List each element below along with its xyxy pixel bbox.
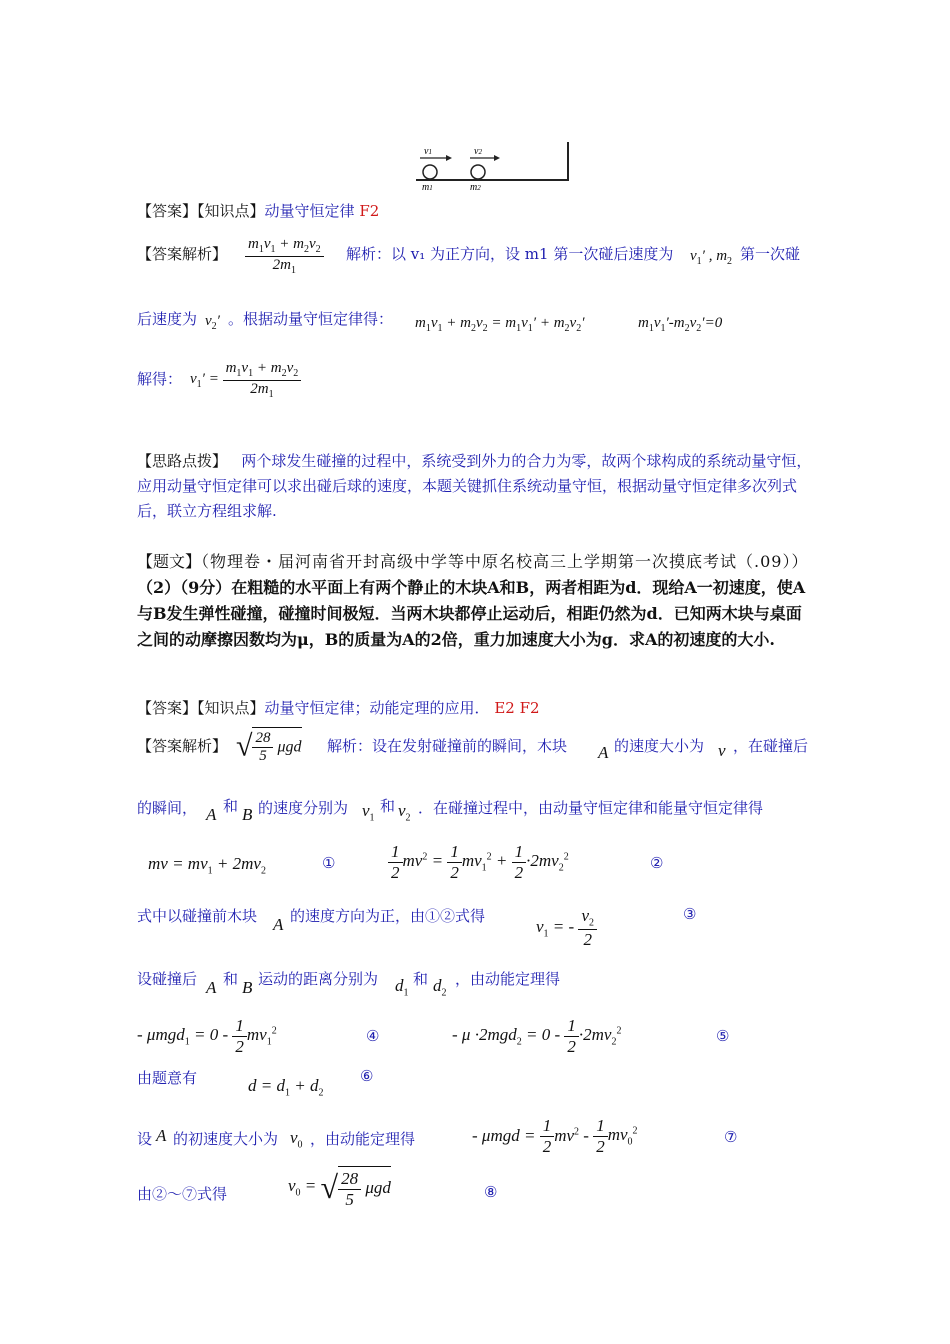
q2-symbol-A-2: A — [206, 805, 217, 824]
q2-eq4: - μmgd$_1$ = 0 - $\frac{1}{2}$ $mv_1^2$ — [137, 1016, 277, 1056]
q2-symbol-d1: $d_1$ — [395, 976, 409, 999]
q1-v2-prime: $v_2'$ — [205, 313, 220, 332]
q2-l5-d: 和 — [413, 970, 429, 988]
q2-mark1: ① — [322, 854, 336, 872]
ball-m1 — [423, 165, 437, 179]
q2-l8-c: ，由动能定理得 — [310, 1130, 416, 1148]
q1-line2-text2: 。根据动量守恒定律得： — [228, 310, 394, 328]
q2-symbol-A-5: A — [206, 978, 217, 997]
q1-analysis-text2: 第一次碰 — [740, 245, 801, 263]
q2-symbol-A-8: A — [156, 1126, 167, 1145]
q2-symbol-d2: $d_2$ — [433, 976, 447, 999]
label-m2: m2 — [470, 182, 481, 192]
q2-l5-e: ，由动能定理得 — [455, 970, 561, 988]
ball-m2 — [471, 165, 485, 179]
q2-eq5: - μ ·2mgd$_2$ = 0 - $\frac{1}{2}$ $\cdot 2mv_2^2$ — [452, 1016, 622, 1056]
q1-momentum-eq: $m_1v_1 + m_2v_2 = m_1v_1' + m_2v_2'$ — [415, 315, 585, 334]
q2-analysis-tag: 【答案解析】 — [137, 737, 228, 755]
q2-l4-a: 式中以碰撞前木块 — [137, 907, 258, 925]
q2-symbol-B-5: B — [242, 978, 253, 997]
q2-eq1: mv = $mv_1 + 2mv_2$ — [148, 854, 266, 877]
q2-title-tag: 【题文】 — [137, 552, 202, 571]
q2-l8-a: 设 — [137, 1130, 153, 1148]
q2-l8-b: 的初速度大小为 — [173, 1130, 279, 1148]
q2-l5-a: 设碰撞后 — [137, 970, 198, 988]
label-m1: m1 — [422, 182, 433, 192]
q2-problem-text: （2）（9分）在粗糙的水平面上有两个静止的木块A和B，两者相距为d．现给A一初速度，使A与B发生弹性碰撞，碰撞时间极短．当两木块都停止运动后，相距仍然为d．已知两木块与桌面之间的动摩擦因数均为μ，B的质量为A的2倍，重力加速度大小为g．求A的初速度的大小. — [137, 578, 806, 649]
q1-line2-text1: 后速度为 — [137, 310, 198, 328]
collision-figure — [410, 140, 580, 192]
hint-text: 两个球发生碰撞的过程中，系统受到外力的合力为零，故两个球构成的系统动量守恒，应用动量守恒定律可以求出碰后球的速度，本题关键抓住系统动量守恒，根据动量守恒定律多次列式后，联立方程组求解. — [137, 452, 812, 520]
q1-second-eq: $m_1v_1'-m_2v_2'=0$ — [638, 315, 723, 334]
q2-symbol-v0: $v_0$ — [290, 1128, 303, 1151]
knowledge-tag: 【知识点】 — [197, 202, 265, 220]
q2-l2-d: 和 — [380, 797, 396, 815]
q2-answer-tag: 【答案】 — [137, 699, 198, 717]
q2-answer-line — [137, 697, 540, 718]
answer-tag: 【答案】 — [137, 202, 198, 220]
q2-knowledge-tag: 【知识点】 — [197, 699, 265, 717]
knowledge-code: F2 — [359, 202, 380, 220]
q2-l4-b: 的速度方向为正，由①②式得 — [290, 907, 486, 925]
q2-l2-c: 的速度分别为 — [258, 799, 349, 817]
q2-mark6: ⑥ — [360, 1067, 374, 1085]
q2-l7-a: 由题意有 — [137, 1069, 198, 1087]
q2-analysis-text2: 的速度大小为 — [614, 737, 705, 755]
q2-analysis-text3: ，在碰撞后 — [733, 737, 809, 755]
q2-result-sqrt: √ $\frac{28}{5}$ μgd — [236, 727, 302, 766]
q2-l2-b: 和 — [223, 797, 239, 815]
q2-symbol-B-2: B — [242, 805, 253, 824]
q1-solve-text: 解得： — [137, 370, 183, 388]
q2-mark7: ⑦ — [724, 1128, 738, 1146]
q2-l2-a: 的瞬间， — [137, 799, 198, 817]
q2-knowledge-text: 动量守恒定律；动能定理的应用． — [264, 699, 490, 717]
q2-eq7: - μmgd = $\frac{1}{2}$ $mv^2$ - $\frac{1}{2}$ $mv_0^2$ — [472, 1116, 638, 1156]
q2-eq3: $v_1$ = - $\frac{v_2}{2}$ — [536, 906, 597, 949]
q2-eq6: $d = d_1 + d_2$ — [248, 1076, 324, 1099]
q2-knowledge-code: E2 F2 — [494, 699, 540, 717]
q2-symbol-v1: $v_1$ — [362, 801, 375, 824]
q1-v1-prime: $v_1'$ , $m_2$ — [690, 248, 733, 267]
q2-l5-c: 运动的距离分别为 — [258, 970, 379, 988]
hint-tag: 【思路点拨】 — [137, 452, 228, 470]
q2-eq2: $\frac{1}{2}$ $mv^2$ = $\frac{1}{2}$ $mv_1^2$ + $\frac{1}{2}$ $\cdot 2mv_2^2$ — [388, 842, 569, 882]
q2-symbol-A-4: A — [273, 915, 284, 934]
q1-hint — [137, 449, 817, 524]
label-v1: v1 — [424, 146, 432, 157]
q2-analysis-text: 解析：设在发射碰撞前的瞬间，木块 — [327, 737, 568, 755]
q2-mark5: ⑤ — [716, 1027, 730, 1045]
q2-title-source: （物理卷・届河南省开封高级中学等中原名校高三上学期第一次摸底考试（.09）） — [201, 552, 809, 571]
q2-symbol-v2: $v_2$ — [398, 801, 411, 824]
q1-analysis-tag: 【答案解析】 — [137, 245, 228, 263]
q2-l5-b: 和 — [223, 970, 239, 988]
q2-symbol-A-1: A — [598, 743, 609, 762]
q2-mark4: ④ — [366, 1027, 380, 1045]
q2-symbol-v: v — [718, 741, 726, 760]
q2-problem — [137, 549, 817, 653]
q2-mark8: ⑧ — [484, 1183, 498, 1201]
q2-eq8: $v_0$ = √ $\frac{28}{5}$ μgd — [288, 1166, 391, 1209]
q1-result-formula: $\frac{m_1v_1 + m_2v_2}{2m_1}$ — [245, 236, 324, 276]
q1-analysis-text1: 解析：以 v₁ 为正方向，设 m1 第一次碰后速度为 — [346, 245, 674, 263]
knowledge-text: 动量守恒定律 — [264, 202, 355, 220]
q2-mark3: ③ — [683, 905, 697, 923]
q2-l9-a: 由②～⑦式得 — [137, 1185, 228, 1203]
q2-mark2: ② — [650, 854, 664, 872]
q1-solve-formula: $v_1'$ = $\frac{m_1v_1 + m_2v_2}{2m_1}$ — [190, 360, 301, 400]
q2-l2-e: ．在碰撞过程中，由动量守恒定律和能量守恒定律得 — [418, 799, 764, 817]
q1-answer-line — [137, 200, 379, 221]
label-v2: v2 — [474, 146, 482, 157]
